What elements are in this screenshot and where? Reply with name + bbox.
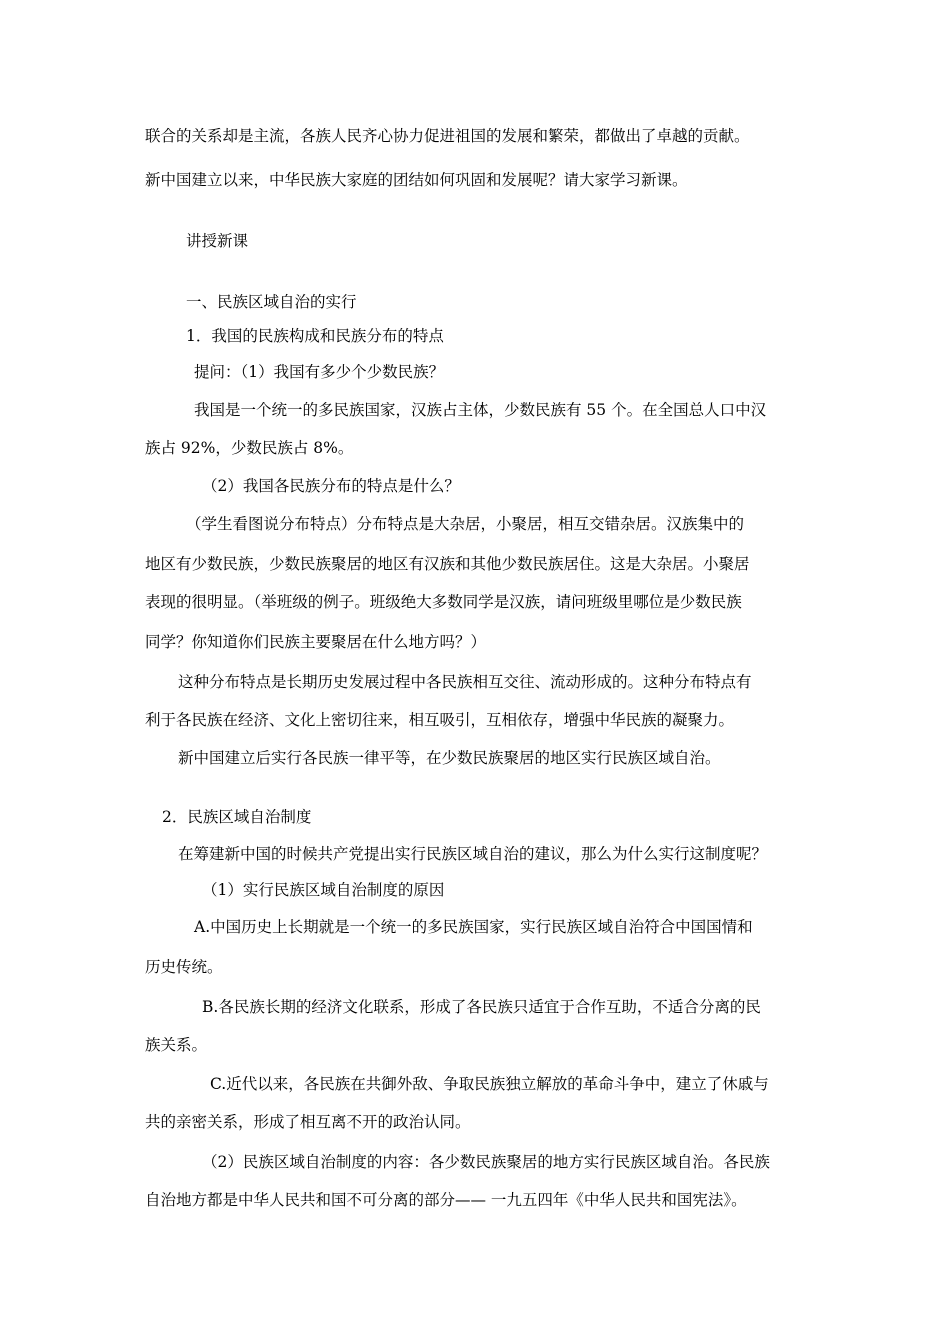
text-line-8: 同学？你知道你们民族主要聚居在什么地方吗？）	[145, 633, 487, 651]
point-b-line-1: B.各民族长期的经济文化联系，形成了各民族只适宜于合作互助，不适合分离的民	[202, 998, 761, 1016]
question-1: 提问：（1）我国有多少个少数民族？	[194, 363, 445, 381]
point-a-line-2: 历史传统。	[145, 958, 223, 976]
point-2-line-2: 自治地方都是中华人民共和国不可分离的部分—— 一九五四年《中华人民共和国宪法》。	[145, 1191, 747, 1209]
section-heading-1: 一、民族区域自治的实行	[186, 293, 357, 311]
text-line-5: （学生看图说分布特点）分布特点是大杂居，小聚居，相互交错杂居。汉族集中的	[186, 515, 745, 533]
text-line-9: 这种分布特点是长期历史发展过程中各民族相互交往、流动形成的。这种分布特点有	[178, 673, 752, 691]
question-2: （2）我国各民族分布的特点是什么？	[202, 477, 460, 495]
text-line-6: 地区有少数民族，少数民族聚居的地区有汉族和其他少数民族居住。这是大杂居。小聚居	[145, 555, 750, 573]
point-c-line-1: C.近代以来，各民族在共御外敌、争取民族独立解放的革命斗争中，建立了休戚与	[210, 1075, 769, 1093]
text-line-2: 新中国建立以来，中华民族大家庭的团结如何巩固和发展呢？请大家学习新课。	[145, 171, 688, 189]
point-2-line-1: （2）民族区域自治制度的内容：各少数民族聚居的地方实行民族区域自治。各民族	[202, 1153, 770, 1171]
point-b-line-2: 族关系。	[145, 1036, 208, 1054]
text-line-7: 表现的很明显。（举班级的例子。班级绝大多数同学是汉族，请问班级里哪位是少数民族	[145, 593, 742, 611]
text-line-10: 利于各民族在经济、文化上密切往来，相互吸引，互相依存，增强中华民族的凝聚力。	[145, 711, 735, 729]
point-a-line-1: A.中国历史上长期就是一个统一的多民族国家，实行民族区域自治符合中国国情和	[194, 918, 753, 936]
text-line-11: 新中国建立后实行各民族一律平等，在少数民族聚居的地区实行民族区域自治。	[178, 749, 721, 767]
text-line-4: 族占 92%，少数民族占 8%。	[145, 439, 354, 457]
point-c-line-2: 共的亲密关系，形成了相互离不开的政治认同。	[145, 1113, 471, 1131]
text-line-12: 在筹建新中国的时候共产党提出实行民族区域自治的建议，那么为什么实行这制度呢？	[178, 845, 768, 863]
subsection-heading-1-1: 1．我国的民族构成和民族分布的特点	[186, 327, 444, 345]
section-heading-new-lesson: 讲授新课	[186, 232, 249, 250]
subsection-heading-1-2: 2．民族区域自治制度	[162, 808, 312, 826]
point-1-heading: （1）实行民族区域自治制度的原因	[202, 881, 445, 899]
text-line-3: 我国是一个统一的多民族国家，汉族占主体，少数民族有 55 个。在全国总人口中汉	[194, 401, 767, 419]
text-line-1: 联合的关系却是主流，各族人民齐心协力促进祖国的发展和繁荣，都做出了卓越的贡献。	[145, 127, 750, 145]
